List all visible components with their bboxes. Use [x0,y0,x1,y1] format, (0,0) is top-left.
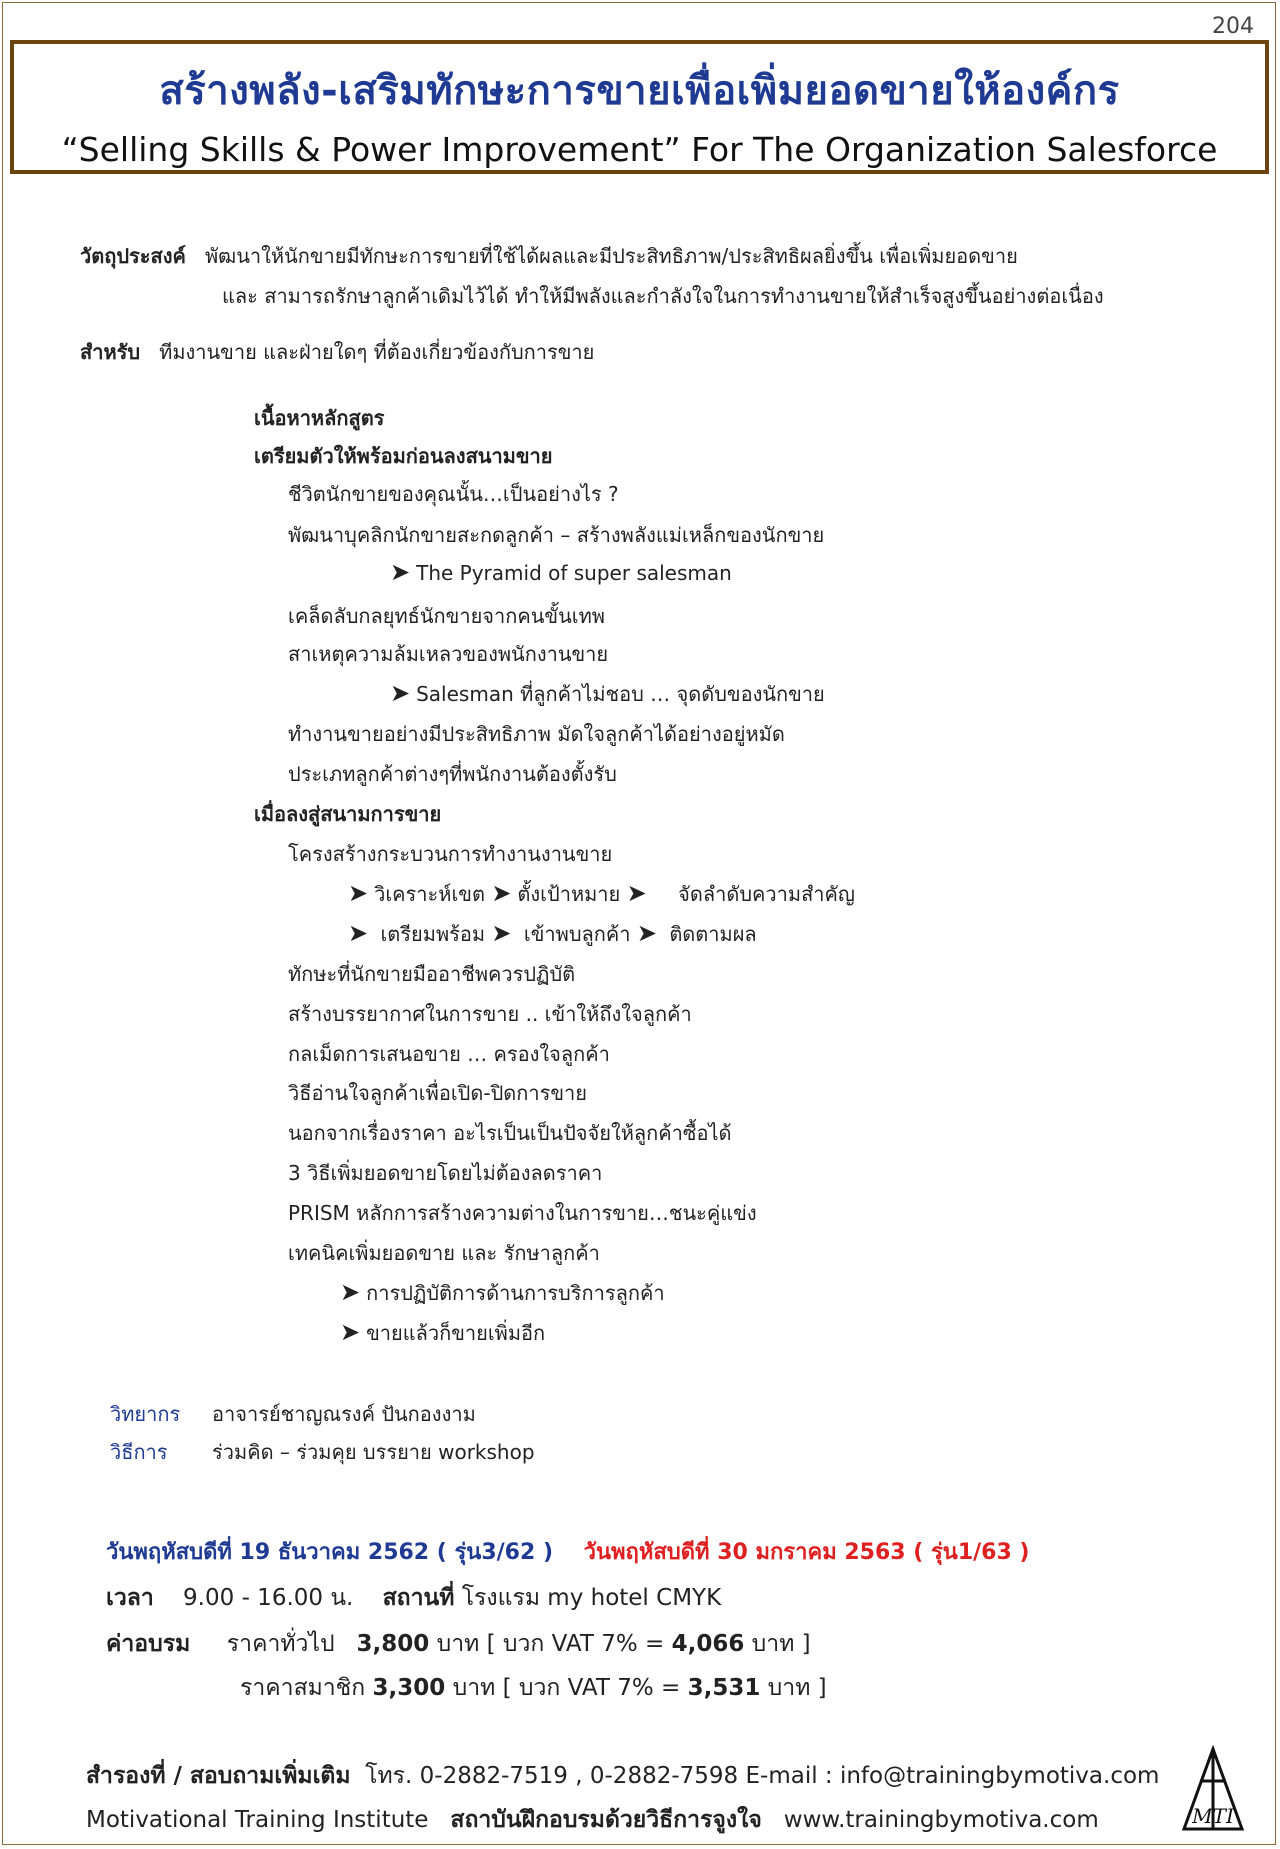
date-2: วันพฤหัสบดีที่ 30 มกราคม 2563 ( รุ่น1/63 ) [583,1540,1030,1565]
fee-general-label: ราคาทั่วไป [226,1631,335,1657]
footer-contact [86,1758,1159,1794]
section1-item2: พัฒนาบุคลิกนักขายสะกดลูกค้า – สร้างพลังแม่เหล็กของนักขาย [288,523,825,547]
objective-label: วัตถุประสงค์ [80,244,186,268]
arrow-bullet-icon: ➤ [491,919,512,947]
objective-text-2: และ สามารถรักษาลูกค้าเดิมไว้ได้ ทำให้มีพลังและกำลังใจในการทำงานขายให้สำเร็จสูงขึ้นอย่างต่อเนื่อง [222,284,1104,308]
fee-label: ค่าอบรม [106,1631,191,1657]
org-thai: สถาบันฝึกอบรมด้วยวิธีการจูงใจ [450,1807,762,1833]
steps-row-2: ➤ เตรียมพร้อม ➤ เข้าพบลูกค้า ➤ ติดตามผล [348,919,757,947]
title-thai: สร้างพลัง-เสริมทักษะการขายเพื่อเพิ่มยอดขายให้องค์กร [159,68,1120,114]
arrow-bullet-icon: ➤ [636,919,657,947]
page-number: 204 [1212,14,1254,39]
schedule-dates [106,1534,1030,1569]
section1-item3: เคล็ดลับกลยุทธ์นักขายจากคนขั้นเทพ [288,604,605,628]
section1-title: เตรียมตัวให้พร้อมก่อนลงสนามขาย [254,444,553,468]
time-value: 9.00 - 16.00 น. [183,1585,354,1611]
fee-general-total: 4,066 [671,1631,745,1657]
section1-item4: สาเหตุความล้มเหลวของพนักงานขาย [288,642,609,666]
website: www.trainingbymotiva.com [783,1807,1099,1833]
section2-item2: ทักษะที่นักขายมืออาชีพควรปฏิบัติ [288,962,576,986]
fee-member [240,1670,827,1706]
trainer-name: อาจารย์ชาญณรงค์ ปันกองงาม [212,1402,476,1426]
section2-item5: วิธีอ่านใจลูกค้าเพื่อเปิด-ปิดการขาย [288,1081,587,1105]
venue-value: โรงแรม my hotel CMYK [461,1585,722,1611]
arrow-bullet-icon: ➤ [348,919,369,947]
objective-line1 [80,240,1018,272]
fee-general [106,1626,811,1662]
fee-general-price: 3,800 [356,1631,430,1657]
arrow-bullet-icon: ➤ [340,1278,361,1306]
objective-text-1: พัฒนาให้นักขายมีทักษะการขายที่ใช้ได้ผลและมีประสิทธิภาพ/ประสิทธิผลยิ่งขึ้น เพื่อเพิ่มยอดขาย [204,244,1018,268]
section1-item6: ประเภทลูกค้าต่างๆที่พนักงานต้องตั้งรับ [288,762,617,786]
arrow-bullet-icon: ➤ [390,679,411,707]
section1-sub4: ➤ Salesman ที่ลูกค้าไม่ชอบ … จุดดับของนักขาย [390,679,825,707]
title-english: “Selling Skills & Power Improvement” For The Organization Salesforce [61,130,1218,169]
time-label: เวลา [106,1585,154,1611]
arrow-bullet-icon: ➤ [340,1318,361,1346]
section2-item9: เทคนิคเพิ่มยอดขาย และ รักษาลูกค้า [288,1241,600,1265]
fee-member-price: 3,300 [372,1675,446,1701]
contact-info: โทร. 0-2882-7519 , 0-2882-7598 E-mail : info@trainingbymotiva.com [365,1763,1160,1789]
method-label: วิธีการ [110,1440,168,1464]
section2-item3: สร้างบรรยากาศในการขาย .. เข้าให้ถึงใจลูกค้า [288,1002,692,1026]
arrow-bullet-icon: ➤ [390,558,411,586]
section2-sub9b: ➤ ขายแล้วก็ขายเพิ่มอีก [340,1318,546,1346]
trainer [110,1398,476,1430]
org-english: Motivational Training Institute [86,1807,429,1833]
section1-sub2: ➤ The Pyramid of super salesman [390,558,732,586]
fee-general-detail: บาท [ บวก VAT 7% = [436,1631,672,1657]
footer-org [86,1802,1099,1838]
section1-item5: ทำงานขายอย่างมีประสิทธิภาพ มัดใจลูกค้าได้อย่างอยู่หมัด [288,722,785,746]
title-box [10,40,1269,174]
time-venue [106,1580,721,1616]
content-heading: เนื้อหาหลักสูตร [254,406,385,430]
arrow-bullet-icon: ➤ [626,879,647,907]
section2-item7: 3 วิธีเพิ่มยอดขายโดยไม่ต้องลดราคา [288,1161,603,1185]
audience [80,336,594,368]
method-text: ร่วมคิด – ร่วมคุย บรรยาย workshop [212,1440,535,1464]
trainer-label: วิทยากร [110,1402,181,1426]
fee-general-end: บาท ] [744,1631,811,1657]
section2-title: เมื่อลงสู่สนามการขาย [254,802,442,826]
section1-item1: ชีวิตนักขายของคุณนั้น…เป็นอย่างไร ? [288,482,619,506]
section2-sub9a: ➤ การปฏิบัติการด้านการบริการลูกค้า [340,1278,665,1306]
section2-item6: นอกจากเรื่องราคา อะไรเป็นเป็นปัจจัยให้ลูกค้าซื้อได้ [288,1121,732,1145]
audience-text: ทีมงานขาย และฝ่ายใดๆ ที่ต้องเกี่ยวข้องกับการขาย [159,340,595,364]
booking-label: สำรองที่ / สอบถามเพิ่มเติม [86,1763,351,1789]
fee-member-label: ราคาสมาชิก [240,1675,366,1701]
mti-logo-icon [1180,1745,1246,1835]
arrow-bullet-icon: ➤ [348,879,369,907]
venue-label: สถานที่ [382,1585,455,1611]
audience-label: สำหรับ [80,340,141,364]
section2-item4: กลเม็ดการเสนอขาย … ครองใจลูกค้า [288,1042,610,1066]
section2-item8: PRISM หลักการสร้างความต่างในการขาย…ชนะคู่แข่ง [288,1201,757,1225]
steps-row-1: ➤ วิเคราะห์เขต ➤ ตั้งเป้าหมาย ➤ จัดลำดับความสำคัญ [348,879,855,907]
logo-text: MTI [1192,1804,1234,1828]
section2-item1: โครงสร้างกระบวนการทำงานงานขาย [288,842,613,866]
arrow-bullet-icon: ➤ [491,879,512,907]
date-1: วันพฤหัสบดีที่ 19 ธันวาคม 2562 ( รุ่น3/62 ) [106,1540,554,1565]
fee-member-total: 3,531 [687,1675,761,1701]
fee-member-end: บาท ] [760,1675,827,1701]
fee-member-detail: บาท [ บวก VAT 7% = [445,1675,688,1701]
method [110,1436,535,1468]
